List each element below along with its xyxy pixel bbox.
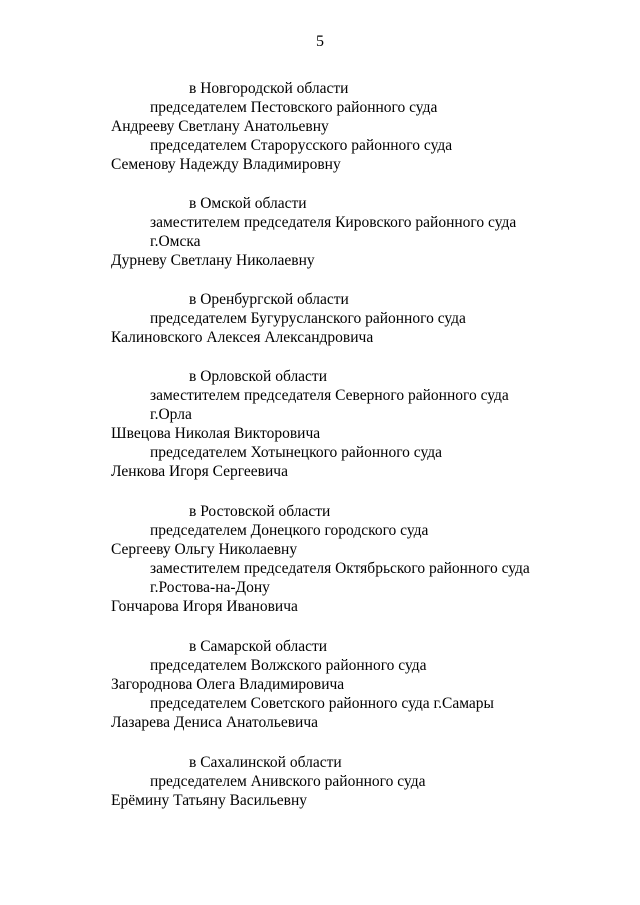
region-heading: в Ростовской области — [189, 503, 331, 520]
person-name: Гончарова Игоря Ивановича — [111, 598, 298, 615]
position-line: заместителем председателя Северного районного суда — [150, 387, 509, 404]
position-line: председателем Анивского районного суда — [150, 773, 426, 790]
region-heading: в Омской области — [189, 195, 307, 212]
position-line: г.Омска — [150, 233, 201, 250]
region-heading: в Оренбургской области — [189, 291, 349, 308]
person-name: Загороднова Олега Владимировича — [111, 676, 345, 693]
page-number: 5 — [316, 33, 324, 50]
position-line: председателем Бугурусланского районного суда — [150, 310, 466, 327]
person-name: Ленкова Игоря Сергеевича — [111, 463, 288, 480]
person-name: Калиновского Алексея Александровича — [111, 329, 374, 346]
position-line: г.Ростова-на-Дону — [150, 579, 270, 596]
region-heading: в Сахалинской области — [189, 754, 342, 771]
position-line: председателем Советского районного суда г.Самары — [150, 695, 494, 712]
person-name: Сергееву Ольгу Николаевну — [111, 541, 298, 558]
position-line: заместителем председателя Октябрьского районного суда — [150, 560, 530, 577]
person-name: Андрееву Светлану Анатольевну — [111, 118, 329, 135]
position-line: председателем Пестовского районного суда — [150, 99, 438, 116]
region-heading: в Самарской области — [189, 638, 328, 655]
position-line: председателем Хотынецкого районного суда — [150, 444, 443, 461]
position-line: г.Орла — [150, 406, 192, 423]
person-name: Дурневу Светлану Николаевну — [111, 252, 315, 269]
person-name: Лазарева Дениса Анатольевича — [111, 714, 319, 731]
region-heading: в Новгородской области — [189, 80, 349, 97]
region-heading: в Орловской области — [189, 368, 328, 385]
person-name: Ерёмину Татьяну Васильевну — [111, 792, 308, 809]
person-name: Швецова Николая Викторовича — [111, 425, 321, 442]
position-line: заместителем председателя Кировского районного суда — [150, 214, 517, 231]
position-line: председателем Старорусского районного суда — [150, 137, 453, 154]
position-line: председателем Волжского районного суда — [150, 657, 427, 674]
person-name: Семенову Надежду Владимировну — [111, 156, 341, 173]
position-line: председателем Донецкого городского суда — [150, 522, 429, 539]
